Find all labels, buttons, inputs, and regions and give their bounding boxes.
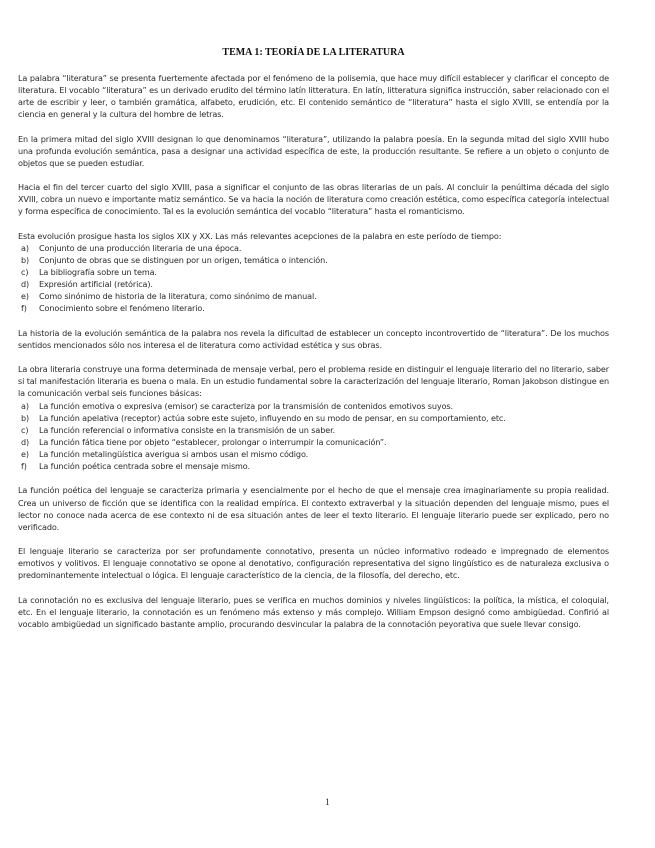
list-item [18,412,609,424]
list-item-text: Conjunto de una producción literaria de una época. [39,242,242,253]
list-item-text: Como sinónimo de historia de la literatura, como sinónimo de manual. [39,291,317,302]
paragraph: El lenguaje literario se caracteriza por ser profundamente connotativo, presenta un núcleo informativo rodeado e impregnado de elementos emotivos y volitivos. El lenguaje connotativo se opone al denotativo, configuración representativa del signo lingüístico es de naturaleza exclusiva o predominantemente intelectual o lógica. El lenguaje característico de la ciencia, de la filosofía, del derecho, etc. [18,546,609,581]
list-marker: a) [21,242,29,253]
list-item-text: La función metalingüística averigua si ambos usan el mismo código. [39,448,309,459]
list-item [18,436,609,448]
paragraph: La obra literaria construye una forma determinada de mensaje verbal, pero el problema reside en distinguir el lenguaje literario del no literario, saber si tal manifestación literaria es buena o mala. En un estudio fundamental sobre la caracterización del lenguaje literario, Roman Jakobson distingue en la comunicación verbal seis funciones básicas: [18,364,609,399]
list-item-text: La función apelativa (receptor) actúa sobre este sujeto, influyendo en su modo de pensar, en su comportamiento, etc. [39,412,506,423]
list-marker: d) [21,436,30,447]
list-item [18,302,609,314]
list-item-text: La función poética centrada sobre el mensaje mismo. [39,461,250,472]
list-item [18,400,609,412]
list-marker: f) [21,303,27,314]
list-item-text: La función emotiva o expresiva (emisor) se caracteriza por la transmisión de contenidos emotivos suyos. [39,400,453,411]
list-item-text: La bibliografía sobre un tema. [39,267,157,278]
list-item-text: La función fática tiene por objeto “establecer, prolongar o interrumpir la comunicación”. [39,436,387,447]
list-marker: a) [21,400,29,411]
list-marker: e) [21,448,29,459]
page-title: TEMA 1: TEORÍA DE LA LITERATURA [222,47,405,58]
list-marker: c) [21,267,29,278]
paragraph: Hacia el fin del tercer cuarto del siglo XVIII, pasa a significar el conjunto de las obras literarias de un país. Al concluir la penúltima década del siglo XVIII, cobra un nuevo e importante matiz semántico. Se va hacia la noción de literatura como creación estética, como específica categoría intelectual y forma específica de conocimiento. Tal es la evolución semántica del vocablo “literatura” hasta el romanticismo. [18,182,609,217]
list-item-text: La función referencial o informativa consiste en la transmisión de un saber. [39,424,335,435]
list-item-text: Expresión artificial (retórica). [39,279,153,290]
list-item [18,448,609,460]
list-marker: d) [21,279,30,290]
document-body [18,72,609,642]
list-marker: b) [21,412,30,423]
paragraph: La connotación no es exclusiva del lenguaje literario, pues se verifica en muchos dominios y niveles lingüísticos: la política, la mística, el coloquial, etc. En el lenguaje literario, la connotación es un fenómeno más extenso y más complejo. William Empson designó como ambigüedad. Confirió al vocablo ambigüedad un significado bastante amplio, procurando desvincular la palabra de la connotación peyorativa que suele llevar consigo. [18,594,609,629]
list-marker: b) [21,255,30,266]
list-item [18,460,609,472]
list-marker: c) [21,424,29,435]
list-item [18,266,609,278]
list-item [18,254,609,266]
paragraph: La palabra “literatura” se presenta fuertemente afectada por el fenómeno de la polisemia, que hace muy difícil establecer y clarificar el concepto de literatura. El vocablo “literatura” es un derivado erudito del término latín litteratura. En latín, litteratura significa instrucción, saber relacionado con el arte de escribir y leer, o también gramática, alfabeto, erudición, etc. El contenido semántico de “literatura” hasta el siglo XVIII, se entendía por la ciencia en general y la cultura del hombre de letras. [18,73,609,120]
list-item [18,290,609,302]
list-marker: f) [21,461,27,472]
list-item-text: Conjunto de obras que se distinguen por un origen, temática o intención. [39,255,328,266]
acepciones-list [18,242,609,315]
page-number: 1 [325,797,330,807]
list-item [18,278,609,290]
list-item [18,424,609,436]
paragraph: En la primera mitad del siglo XVIII designan lo que denominamos “literatura”, utilizando la palabra poesía. En la segunda mitad del siglo XVIII hubo una profunda evolución semántica, pasa a designar una actividad específica de este, la producción resultante. Se refiere a un objeto o conjunto de objetos que se pueden estudiar. [18,133,609,168]
list-item-text: Conocimiento sobre el fenómeno literario. [39,303,205,314]
paragraph: Esta evolución prosigue hasta los siglos XIX y XX. Las más relevantes acepciones de la palabra en este período de tiempo: [18,230,502,241]
funciones-list [18,400,609,473]
paragraph: La función poética del lenguaje se caracteriza primaria y esencialmente por el hecho de que el mensaje crea imaginariamente su propia realidad. Crea un universo de ficción que se identifica con la realidad empírica. El contexto extraverbal y la situación dependen del lenguaje mismo, pues el lector no conoce nada acerca de ese contexto ni de esa situación antes de leer el texto literario. El lenguaje literario puede ser explicado, pero no verificado. [18,485,609,532]
list-marker: e) [21,291,29,302]
list-item [18,242,609,254]
paragraph: La historia de la evolución semántica de la palabra nos revela la dificultad de establecer un concepto incontrovertido de “literatura”. De los muchos sentidos mencionados sólo nos interesa el de literatura como actividad estética y sus obras. [18,327,609,350]
